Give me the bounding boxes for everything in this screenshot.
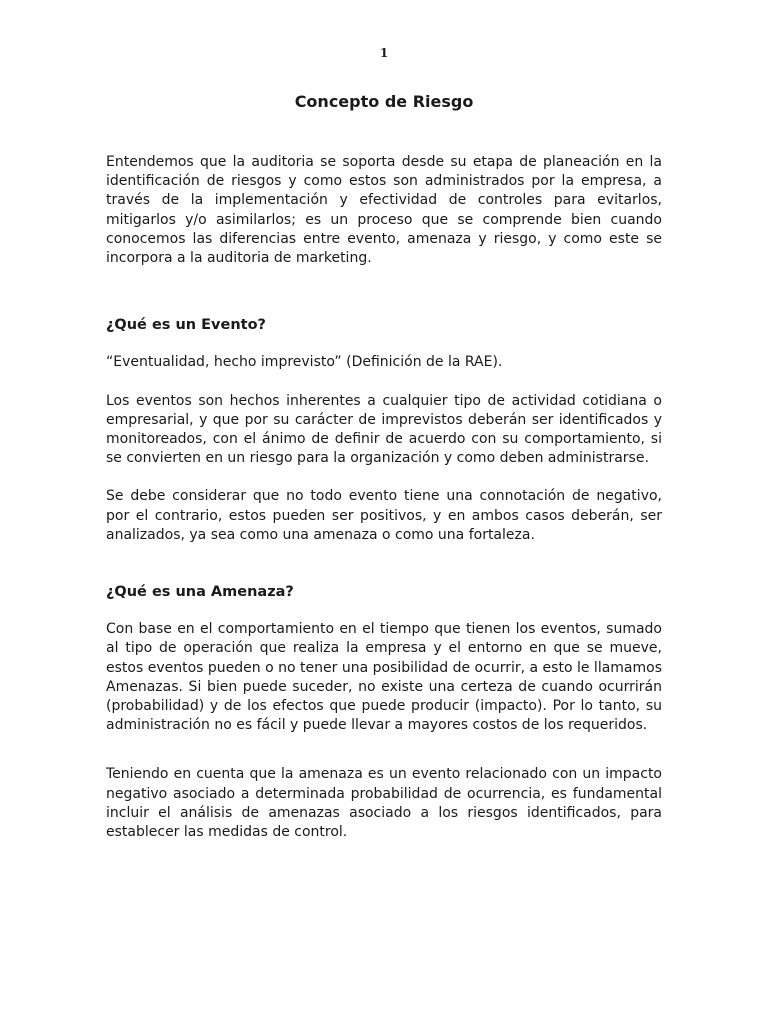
intro-paragraph: Entendemos que la auditoria se soporta desde su etapa de planeación en la identificación de riesgos y como estos son administrados por la empresa, a través de la implementación y efectividad de controles para evitarlos, mitigarlos y/o asimilarlos; es un proceso que se comprende bien cuando conocemos las diferencias entre evento, amenaza y riesgo, y como este se incorpora a la auditoria de marketing.: [106, 154, 662, 267]
evento-paragraph-description: Los eventos son hechos inherentes a cualquier tipo de actividad cotidiana o empresarial, y que por su carácter de imprevistos deberán ser identificados y monitoreados, con el ánimo de definir de acuerdo con su comportamiento, si se convierten en un riesgo para la organización y como deben administrarse.: [106, 392, 662, 467]
amenaza-paragraph-analysis: Teniendo en cuenta que la amenaza es un evento relacionado con un impacto negativo asociado a determinada probabilidad de ocurrencia, es fundamental incluir el análisis de amenazas asociado a los riesgos identificados, para establecer las medidas de control.: [106, 766, 662, 841]
page-title: Concepto de Riesgo: [294, 92, 474, 111]
evento-paragraph-connotation: Se debe considerar que no todo evento tiene una connotación de negativo, por el contrario, estos pueden ser positivos, y en ambos casos deberán, ser analizados, ya sea como una amenaza o como una fortaleza.: [106, 488, 662, 543]
amenaza-paragraph-description: Con base en el comportamiento en el tiempo que tienen los eventos, sumado al tipo de operación que realiza la empresa y el entorno en que se mueve, estos eventos pueden o no tener una posibilidad de ocurrir, a esto le llamamos Amenazas. Si bien puede suceder, no existe una certeza de cuando ocurrirán (probabilidad) y de los efectos que puede producir (impacto). Por lo tanto, su administración no es fácil y puede llevar a mayores costos de los requeridos.: [106, 621, 662, 734]
page-number: 1: [379, 46, 389, 60]
section-heading-evento: ¿Qué es un Evento?: [106, 317, 266, 334]
section-heading-amenaza: ¿Qué es una Amenaza?: [106, 584, 294, 601]
document-body: [106, 153, 662, 842]
evento-paragraph-definition: “Eventualidad, hecho imprevisto” (Definición de la RAE).: [106, 354, 503, 371]
